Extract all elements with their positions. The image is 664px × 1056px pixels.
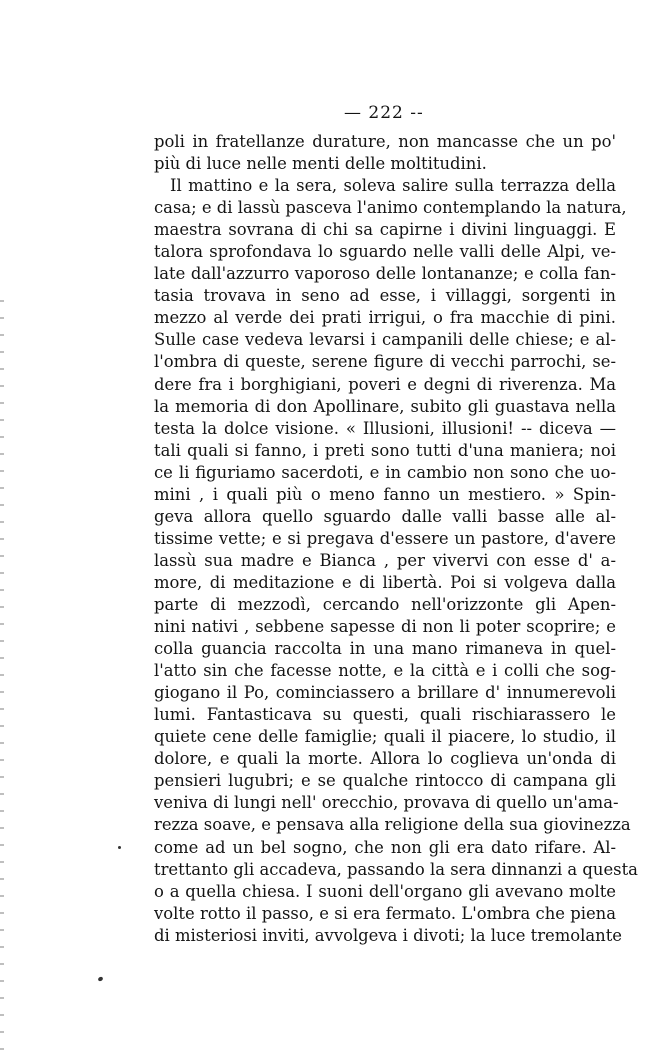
text-line: ce li figuriamo sacerdoti, e in cambio non sono che uo- — [154, 462, 616, 482]
text-line: poli in fratellanze durature, non mancasse che un po' — [154, 132, 616, 151]
text-line: more, di meditazione e di libertà. Poi si volgeva dalla — [154, 572, 616, 592]
text-line: l'ombra di queste, serene figure di vecchi parrochi, se- — [154, 352, 616, 372]
text-line: o a quella chiesa. I suoni dell'organo gli avevano molte — [154, 881, 616, 901]
text-line: testa la dolce visione. « Illusioni, illusioni! -- diceva — — [154, 418, 616, 438]
text-line: parte di mezzodì, cercando nell'orizzonte gli Apen- — [154, 594, 616, 614]
text-line: la memoria di don Apollinare, subito gli guastava nella — [154, 396, 616, 416]
text-line: dolore, e quali la morte. Allora lo coglieva un'onda di — [154, 749, 616, 769]
text-line: tasia trovava in seno ad esse, i villaggi, sorgenti in — [154, 286, 616, 306]
text-line: trettanto gli accadeva, passando la sera dinnanzi a questa — [154, 859, 638, 879]
text-line: di misteriosi inviti, avvolgeva i divoti; la luce tremolante — [154, 925, 622, 945]
text-line: dere fra i borghigiani, poveri e degni di riverenza. Ma — [154, 374, 616, 394]
text-line: veniva di lungi nell' orecchio, provava di quello un'ama- — [154, 793, 619, 813]
text-line: lumi. Fantasticava su questi, quali rischiarassero le — [154, 705, 616, 725]
ink-speck — [97, 976, 103, 982]
text-line: più di luce nelle menti delle moltitudini. — [154, 154, 487, 174]
text-line: lassù sua madre e Bianca , per vivervi con esse d' a- — [154, 550, 616, 570]
text-line: Il mattino e la sera, soleva salire sulla terrazza della — [170, 176, 616, 196]
text-line: pensieri lugubri; e se qualche rintocco di campana gli — [154, 771, 616, 791]
page-number: — 222 -- — [344, 103, 424, 123]
text-line: mezzo al verde dei prati irrigui, o fra macchie di pini. — [154, 308, 616, 328]
text-line: giogano il Po, cominciassero a brillare d' innumerevoli — [154, 683, 616, 703]
page-edge-shadow — [0, 300, 4, 1056]
text-line: maestra sovrana di chi sa capirne i divini linguaggi. E — [154, 220, 616, 240]
text-line: geva allora quello sguardo dalle valli basse alle al- — [154, 506, 616, 526]
text-line: tissime vette; e si pregava d'essere un pastore, d'avere — [154, 528, 616, 548]
ink-speck — [118, 846, 121, 849]
text-line: tali quali si fanno, i preti sono tutti d'una maniera; noi — [154, 440, 616, 460]
text-line: come ad un bel sogno, che non gli era dato rifare. Al- — [154, 837, 616, 857]
text-line: rezza soave, e pensava alla religione della sua giovinezza — [154, 815, 631, 835]
body-text — [154, 131, 638, 947]
text-line: l'atto sin che facesse notte, e la città e i colli che sog- — [154, 661, 616, 681]
text-line: talora sprofondava lo sguardo nelle valli delle Alpi, ve- — [154, 242, 616, 262]
text-line: mini , i quali più o meno fanno un mestiero. » Spin- — [154, 484, 616, 504]
text-line: colla guancia raccolta in una mano rimaneva in quel- — [154, 639, 616, 659]
text-line: casa; e di lassù pasceva l'animo contemplando la natura, — [154, 198, 627, 218]
text-line: Sulle case vedeva levarsi i campanili delle chiese; e al- — [154, 330, 616, 350]
text-line: volte rotto il passo, e si era fermato. L'ombra che piena — [154, 903, 616, 923]
text-line: nini nativi , sebbene sapesse di non li poter scoprire; e — [154, 617, 616, 637]
text-line: late dall'azzurro vaporoso delle lontananze; e colla fan- — [154, 264, 616, 284]
text-line: quiete cene delle famiglie; quali il piacere, lo studio, il — [154, 727, 616, 747]
